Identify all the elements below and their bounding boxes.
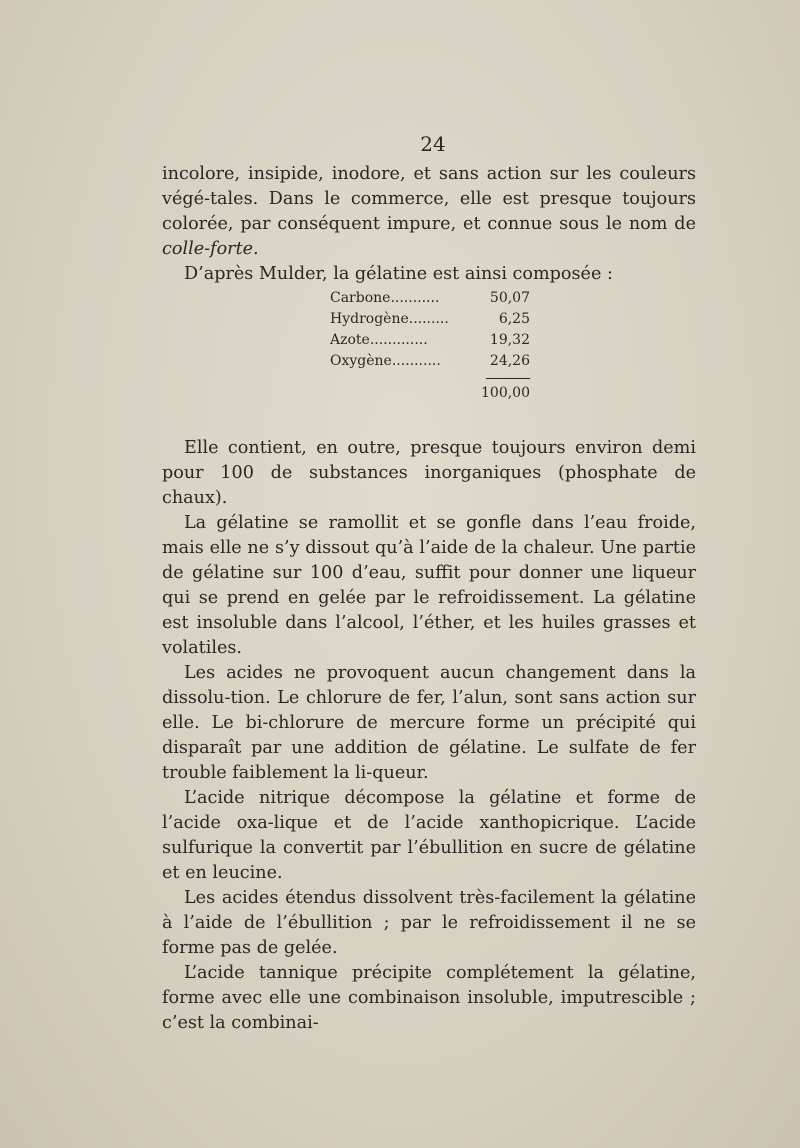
table-row — [330, 288, 530, 309]
row-name: Oxygène........... — [330, 353, 441, 369]
table-row — [330, 309, 530, 330]
row-value: 19,32 — [489, 332, 530, 348]
paragraph: Les acides ne provoquent aucun changement dans la dissolu-tion. Le chlorure de fer, l’alun, sont sans action sur elle. Le bi-chlorure de mercure forme un précipité qui disparaît par une addition de gélatine. Le sulfate de fer trouble faiblement la li-queur. — [162, 663, 696, 783]
row-name: Hydrogène......... — [330, 311, 449, 327]
sum-rule — [486, 378, 530, 379]
paragraph: Elle contient, en outre, presque toujours environ demi pour 100 de substances inorganiques (phosphate de chaux). — [162, 438, 696, 508]
paragraph-text: incolore, insipide, inodore, et sans action sur les couleurs végé-tales. Dans le commerce, elle est presque toujours colorée, par conséquent impure, et connue sous le nom de — [162, 164, 696, 234]
table-total: 100,00 — [481, 385, 530, 401]
row-value: 24,26 — [489, 353, 530, 369]
table-row — [330, 330, 530, 351]
paragraph: D’après Mulder, la gélatine est ainsi composée : — [184, 264, 613, 284]
text-block-main — [162, 436, 696, 1036]
page-number: 24 — [420, 132, 446, 156]
composition-table — [330, 288, 530, 404]
row-name: Azote............. — [330, 332, 428, 348]
row-value: 6,25 — [498, 311, 530, 327]
row-name: Carbone........... — [330, 290, 440, 306]
table-row — [330, 351, 530, 372]
paragraph: L’acide tannique précipite complétement la gélatine, forme avec elle une combinaison insoluble, imputrescible ; c’est la combinai- — [162, 963, 696, 1033]
row-value: 50,07 — [489, 290, 530, 306]
paragraph: Les acides étendus dissolvent très-facilement la gélatine à l’aide de l’ébullition ; par le refroidissement il ne se forme pas de gelée. — [162, 888, 696, 958]
paragraph: L’acide nitrique décompose la gélatine et forme de l’acide oxa-lique et de l’acide xanthopicrique. L’acide sulfurique la convertit par l’ébullition en sucre de gélatine et en leucine. — [162, 788, 696, 883]
emphasis-term: colle-forte. — [162, 239, 259, 259]
text-block-top — [162, 162, 696, 287]
paragraph: La gélatine se ramollit et se gonfle dans l’eau froide, mais elle ne s’y dissout qu’à l’aide de la chaleur. Une partie de gélatine sur 100 d’eau, suffit pour donner une liqueur qui se prend en gelée par le refroidissement. La gélatine est insoluble dans l’alcool, l’éther, et les huiles grasses et volatiles. — [162, 513, 696, 658]
paragraph — [162, 162, 696, 262]
